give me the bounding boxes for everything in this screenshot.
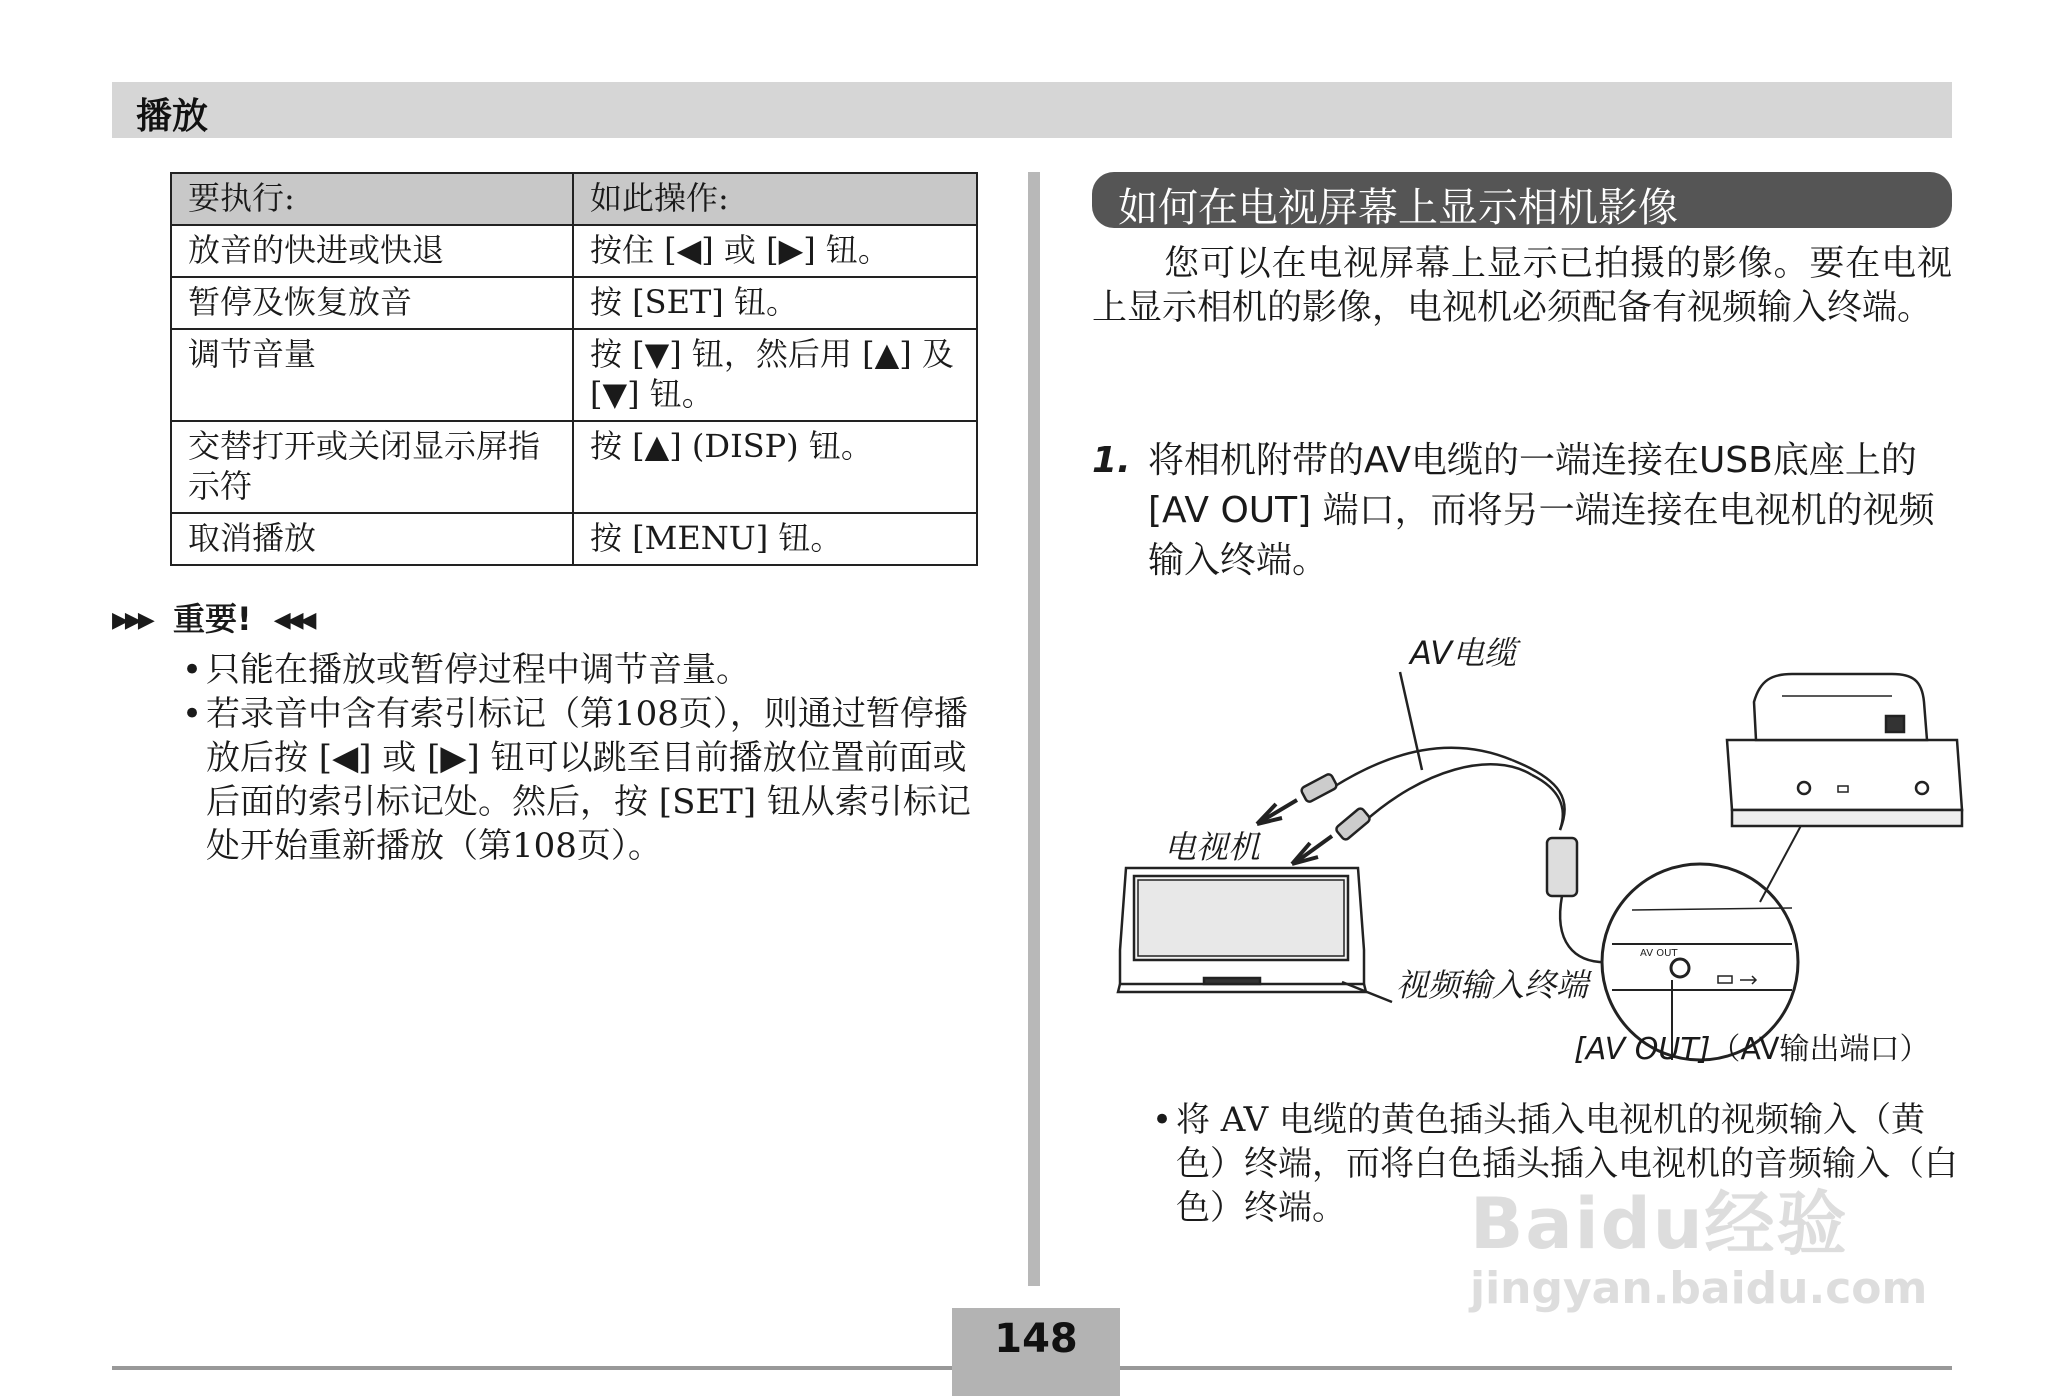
step-1 [1092, 436, 1952, 586]
table-cell-operation: 按 [▲] (DISP) 钮。 [573, 421, 977, 513]
label-video-input: 视频输入终端 [1396, 966, 1589, 1004]
table-cell-action: 暂停及恢复放音 [171, 277, 573, 329]
column-divider [1028, 172, 1040, 1286]
label-av-out-port: [AV OUT] [1574, 1032, 1711, 1067]
list-item: • 若录音中含有索引标记（第108页），则通过暂停播放后按 [◀] 或 [▶] 钮可以跳至目前播放位置前面或后面的索引标记处。然后，按 [SET] 钮从索引标记处开始重新播放（第108页）。 [180, 692, 980, 868]
step-number: 1. [1092, 440, 1131, 481]
list-item: • 只能在播放或暂停过程中调节音量。 [180, 648, 980, 692]
usb-dock-icon [1727, 674, 1962, 826]
operations-table [170, 172, 978, 566]
note-bullet: • 将 AV 电缆的黄色插头插入电视机的视频输入（黄色）终端，而将白色插头插入电视机的音频输入（白色）终端。 [1150, 1098, 1976, 1230]
watermark-sub: jingyan.baidu.com [1470, 1263, 1928, 1314]
page-header [112, 82, 1952, 138]
important-list [180, 648, 980, 868]
table-cell-operation: 按 [SET] 钮。 [573, 277, 977, 329]
table-cell-operation: 按 [▼] 钮，然后用 [▲] 及 [▼] 钮。 [573, 329, 977, 421]
table-cell-action: 交替打开或关闭显示屏指示符 [171, 421, 573, 513]
important-label: 重要! [172, 600, 252, 638]
baidu-watermark [1470, 1168, 1927, 1314]
arrow-icon [1257, 800, 1332, 864]
triangles-right-icon: ▶▶▶ [112, 608, 151, 633]
connection-diagram [1092, 634, 1972, 1080]
page-number: 148 [994, 1316, 1078, 1362]
watermark-main: Baidu经验 [1470, 1183, 1849, 1265]
table-header-action: 要执行: [171, 173, 573, 225]
table-cell-action: 调节音量 [171, 329, 573, 421]
av-out-port-label: AV OUT [1640, 948, 1678, 959]
table-row [171, 329, 977, 421]
table-row [171, 513, 977, 565]
table-row [171, 225, 977, 277]
label-av-cable: AV电缆 [1410, 634, 1517, 672]
label-tv: 电视机 [1164, 828, 1261, 866]
triangles-left-icon: ◀◀◀ [273, 608, 313, 633]
label-av-out-desc: （AV输出端口） [1710, 1032, 1930, 1067]
header-title: 播放 [136, 96, 209, 137]
table-cell-operation: 按 [MENU] 钮。 [573, 513, 977, 565]
label-av-out [1574, 1024, 1930, 1068]
important-heading [112, 594, 312, 640]
step-text: 将相机附带的AV电缆的一端连接在USB底座上的 [AV OUT] 端口，而将另一端连接在电视机的视频输入终端。 [1148, 440, 1935, 581]
section-title: 如何在电视屏幕上显示相机影像 [1092, 172, 1952, 228]
intro-paragraph: 您可以在电视屏幕上显示已拍摄的影像。要在电视上显示相机的影像，电视机必须配备有视频输入终端。 [1092, 244, 1952, 328]
page-number-box [952, 1308, 1120, 1396]
table-row [171, 277, 977, 329]
table-row [171, 421, 977, 513]
table-cell-action: 取消播放 [171, 513, 573, 565]
tv-icon [1118, 868, 1366, 992]
table-header-row [171, 173, 977, 225]
table-cell-operation: 按住 [◀] 或 [▶] 钮。 [573, 225, 977, 277]
table-header-operation: 如此操作: [573, 173, 977, 225]
table-cell-action: 放音的快进或快退 [171, 225, 573, 277]
